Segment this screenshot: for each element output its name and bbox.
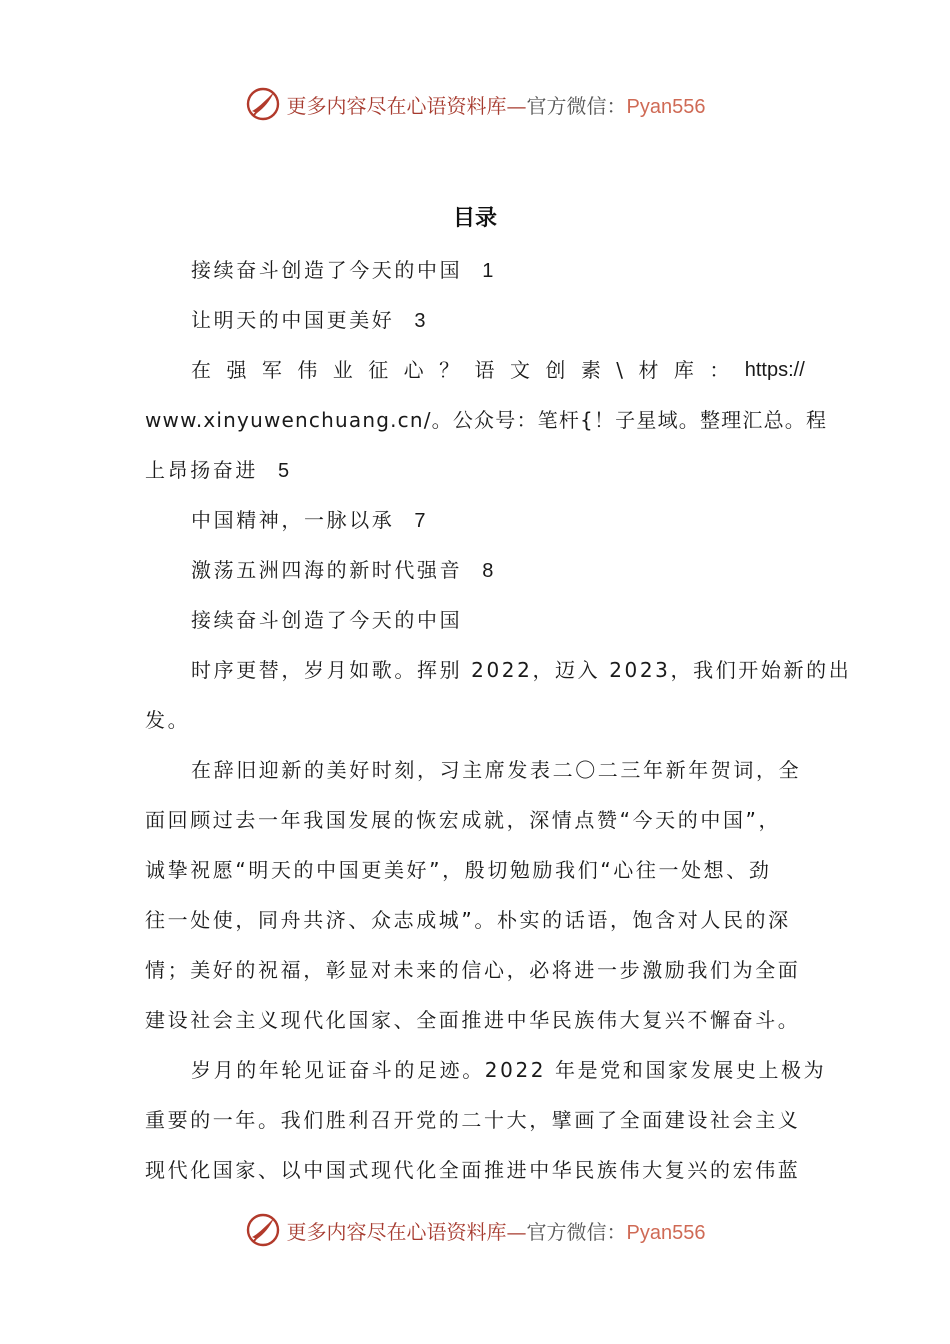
toc-entry-line xyxy=(145,345,805,395)
toc-char: 征 xyxy=(368,358,389,382)
toc-char: 创 xyxy=(545,358,566,382)
header-watermark-banner xyxy=(0,84,950,124)
toc-char: \ xyxy=(616,358,623,382)
quill-logo-icon xyxy=(245,1212,281,1248)
paragraph-line: 重要的一年。我们胜利召开党的二十大，擘画了全面建设社会主义 xyxy=(145,1108,801,1132)
toc-char: 在 xyxy=(191,358,211,382)
paragraph-line: 面回顾过去一年我国发展的恢宏成就，深情点赞“今天的中国”， xyxy=(145,808,782,832)
article-paragraphs xyxy=(145,645,852,1195)
toc-char: ？ xyxy=(439,358,460,382)
page-title: 目录 xyxy=(452,206,497,231)
toc-entry-line: www.xinyuwenchuang.cn/。公众号：笔杆{！子星域。整理汇总。程 xyxy=(145,408,828,432)
toc-char: https:// xyxy=(744,359,805,381)
toc-char: 语 xyxy=(474,358,495,382)
toc-char: 强 xyxy=(226,358,247,382)
paragraph-line: 时序更替，岁月如歌。挥别 2022，迈入 2023，我们开始新的出 xyxy=(191,658,852,682)
paragraph-line: 岁月的年轮见证奋斗的足迹。2022 年是党和国家发展史上极为 xyxy=(191,1058,827,1082)
toc-entry: 接续奋斗创造了今天的中国 1 xyxy=(191,258,494,282)
banner-text: 更多内容尽在心语资料库—官方微信：Pyan556 xyxy=(286,1219,706,1244)
toc-entry: 激荡五洲四海的新时代强音 8 xyxy=(191,558,494,582)
toc-char: ： xyxy=(709,358,730,382)
banner-text: 更多内容尽在心语资料库—官方微信：Pyan556 xyxy=(286,93,706,118)
toc-entry-line: 上昂扬奋进 5 xyxy=(145,458,290,482)
paragraph-line: 往一处使，同舟共济、众志成城”。朴实的话语，饱含对人民的深 xyxy=(145,908,791,932)
toc-char: 伟 xyxy=(297,358,318,382)
toc-char: 库 xyxy=(673,358,694,382)
paragraph-line: 现代化国家、以中国式现代化全面推进中华民族伟大复兴的宏伟蓝 xyxy=(145,1158,801,1182)
toc-char: 文 xyxy=(509,358,530,382)
toc-entry: 中国精神，一脉以承 7 xyxy=(191,508,426,532)
toc-entry: 让明天的中国更美好 3 xyxy=(191,308,426,332)
paragraph-line: 情；美好的祝福，彰显对未来的信心，必将进一步激励我们为全面 xyxy=(145,958,801,982)
article-heading: 接续奋斗创造了今天的中国 xyxy=(191,608,463,632)
toc-char: 军 xyxy=(261,358,282,382)
toc-char: 心 xyxy=(403,358,424,382)
paragraph-line: 建设社会主义现代化国家、全面推进中华民族伟大复兴不懈奋斗。 xyxy=(145,1008,801,1032)
quill-logo-icon xyxy=(245,86,281,122)
toc-char: 素 xyxy=(580,358,601,382)
document-body xyxy=(145,245,852,1195)
toc-char: 材 xyxy=(638,358,659,382)
paragraph-line: 诚挚祝愿“明天的中国更美好”，殷切勉励我们“心往一处想、劲 xyxy=(145,858,772,882)
paragraph-line: 发。 xyxy=(145,708,191,732)
paragraph-line: 在辞旧迎新的美好时刻，习主席发表二〇二三年新年贺词，全 xyxy=(191,758,802,782)
toc-char: 业 xyxy=(332,358,353,382)
footer-watermark-banner xyxy=(0,1210,950,1250)
